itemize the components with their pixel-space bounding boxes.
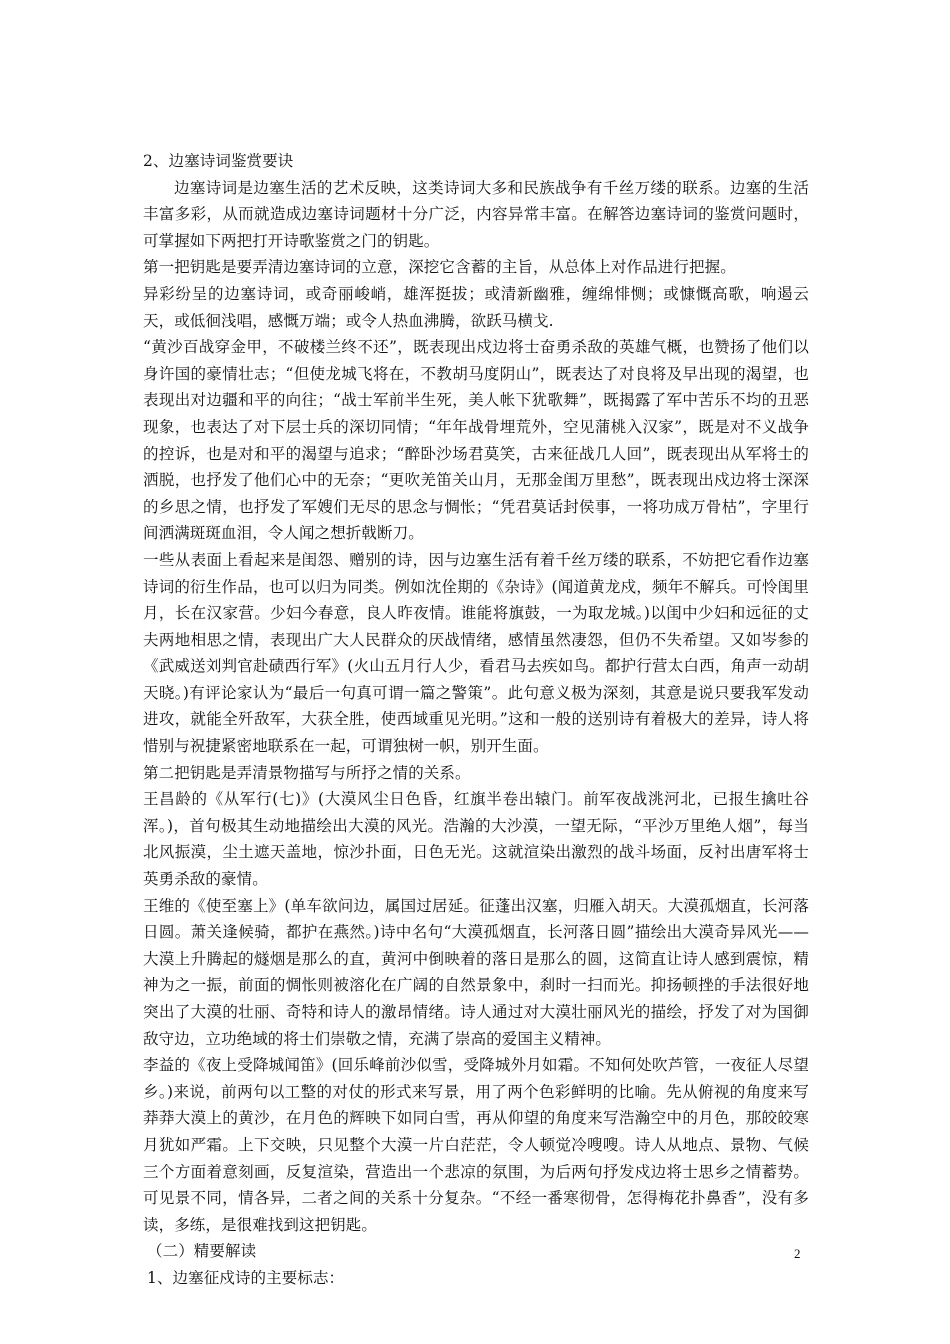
paragraph-intro: 边塞诗词是边塞生活的艺术反映，这类诗词大多和民族战争有千丝万缕的联系。边塞的生活丰富多彩，从而就造成边塞诗词题材十分广泛，内容异常丰富。在解答边塞诗词的鉴赏问题时，可掌握如下两把打开诗歌鉴赏之门的钥匙。 [143,178,809,250]
paragraph-quotes: “黄沙百战穿金甲，不破楼兰终不还”，既表现出戍边将士奋勇杀敌的英雄气概，也赞扬了他们以身许国的豪情壮志；“但使龙城飞将在，不教胡马度阴山”，既表达了对良将及早出现的渴望，也表现出对边疆和平的向往；“战士军前半生死，美人帐下犹歌舞”，既揭露了军中苦乐不均的丑恶现象，也表达了对下层士兵的深切同情；“年年战骨埋荒外，空见蒲桃入汉家”，既是对不义战争的控诉，也是对和平的渴望与追求；“醉卧沙场君莫笑，古来征战几人回”，既表现出从军将士的洒脱，也抒发了他们心中的无奈；“更吹羌笛关山月，无那金闺万里愁”，既表现出戍边将士深深的乡思之情，也抒发了军嫂们无尽的思念与惆怅；“凭君莫话封侯事，一将功成万骨枯”，字里行间洒满斑斑血泪，令人闻之想折戟断刀。 [143,338,809,543]
paragraph-derivative-poems: 一些从表面上看起来是闺怨、赠别的诗，因与边塞生活有着千丝万缕的联系，不妨把它看作边塞诗词的衍生作品，也可以归为同类。例如沈佺期的《杂诗》(闻道黄龙戍，频年不解兵。可怜闺里月，长在汉家营。少妇今春意，良人昨夜情。谁能将旗鼓，一为取龙城。)以闺中少妇和远征的丈夫两地相思之情，表现出广大人民群众的厌战情绪，感情虽然凄怨，但仍不失希望。又如岑参的《武威送刘判官赴碛西行军》(火山五月行人少，看君马去疾如鸟。都护行营太白西，角声一动胡天晓。)有评论家认为“最后一句真可谓一篇之警策”。此句意义极为深刻，其意是说只要我军发动进攻，就能全歼敌军，大获全胜，使西域重见光明。”这和一般的送别诗有着极大的差异，诗人将惜别与祝捷紧密地联系在一起，可谓独树一帜，别开生面。 [143,550,809,756]
page-content [143,148,809,1292]
paragraph-first-key: 第一把钥匙是要弄清边塞诗词的立意，深挖它含蓄的主旨，从总体上对作品进行把握。 [143,258,736,277]
page-number: 2 [794,1246,801,1261]
paragraph-li-yi: 李益的《夜上受降城闻笛》(回乐峰前沙似雪，受降城外月如霜。不知何处吹芦管，一夜征人尽望乡。)来说，前两句以工整的对仗的形式来写景，用了两个色彩鲜明的比喻。先从俯视的角度来写莽莽大漠上的黄沙，在月色的辉映下如同白雪，再从仰望的角度来写浩瀚空中的月色，那皎皎寒月犹如严霜。上下交映，只见整个大漠一片白茫茫，令人顿觉冷嗖嗖。诗人从地点、景物、气候三个方面着意刻画，反复渲染，营造出一个悲凉的氛围，为后两句抒发戍边将士思乡之情蓄势。可见景不同，情各异，二者之间的关系十分复杂。“不经一番寒彻骨，怎得梅花扑鼻香”，没有多读，多练，是很难找到这把钥匙。 [143,1056,809,1234]
subsection-heading: 1、边塞征戍诗的主要标志： [147,1268,345,1287]
paragraph-wang-changling: 王昌龄的《从军行(七)》(大漠风尘日色昏，红旗半卷出辕门。前军夜战洮河北，已报生擒吐谷浑。)，首句极其生动地描绘出大漠的风光。浩瀚的大沙漠，一望无际，“平沙万里绝人烟”，每当北风振漠，尘土遮天盖地，惊沙扑面，日色无光。这就渲染出激烈的战斗场面，反衬出唐军将士英勇杀敌的豪情。 [143,790,809,889]
section-heading-two: （二）精要解读 [147,1242,257,1261]
paragraph-second-key: 第二把钥匙是弄清景物描写与所抒之情的关系。 [143,763,471,782]
paragraph-wang-wei: 王维的《使至塞上》(单车欲问边，属国过居延。征蓬出汉塞，归雁入胡天。大漠孤烟直，长河落日圆。萧关逢候骑，都护在燕然。)诗中名句“大漠孤烟直，长河落日圆”描绘出大漠奇异风光——大漠上升腾起的燧烟是那么的直，黄河中倒映着的落日是那么的圆，这简直让诗人感到震惊，精神为之一振，前面的惆怅则被溶化在广阔的自然景象中，刹时一扫而光。抑扬顿挫的手法很好地突出了大漠的壮丽、奇特和诗人的激昂情绪。诗人通过对大漠壮丽风光的描绘，抒发了对为国御敌守边，立功绝域的将士们崇敬之情，充满了崇高的爱国主义精神。 [143,896,809,1048]
section-heading: 2、边塞诗词鉴赏要诀 [143,152,294,170]
paragraph-styles: 异彩纷呈的边塞诗词，或奇丽峻峭，雄浑挺拔；或清新幽雅，缠绵悱恻；或慷慨高歌，响遏云天，或低徊浅唱，感慨万端；或令人热血沸腾，欲跃马横戈. [143,284,809,330]
